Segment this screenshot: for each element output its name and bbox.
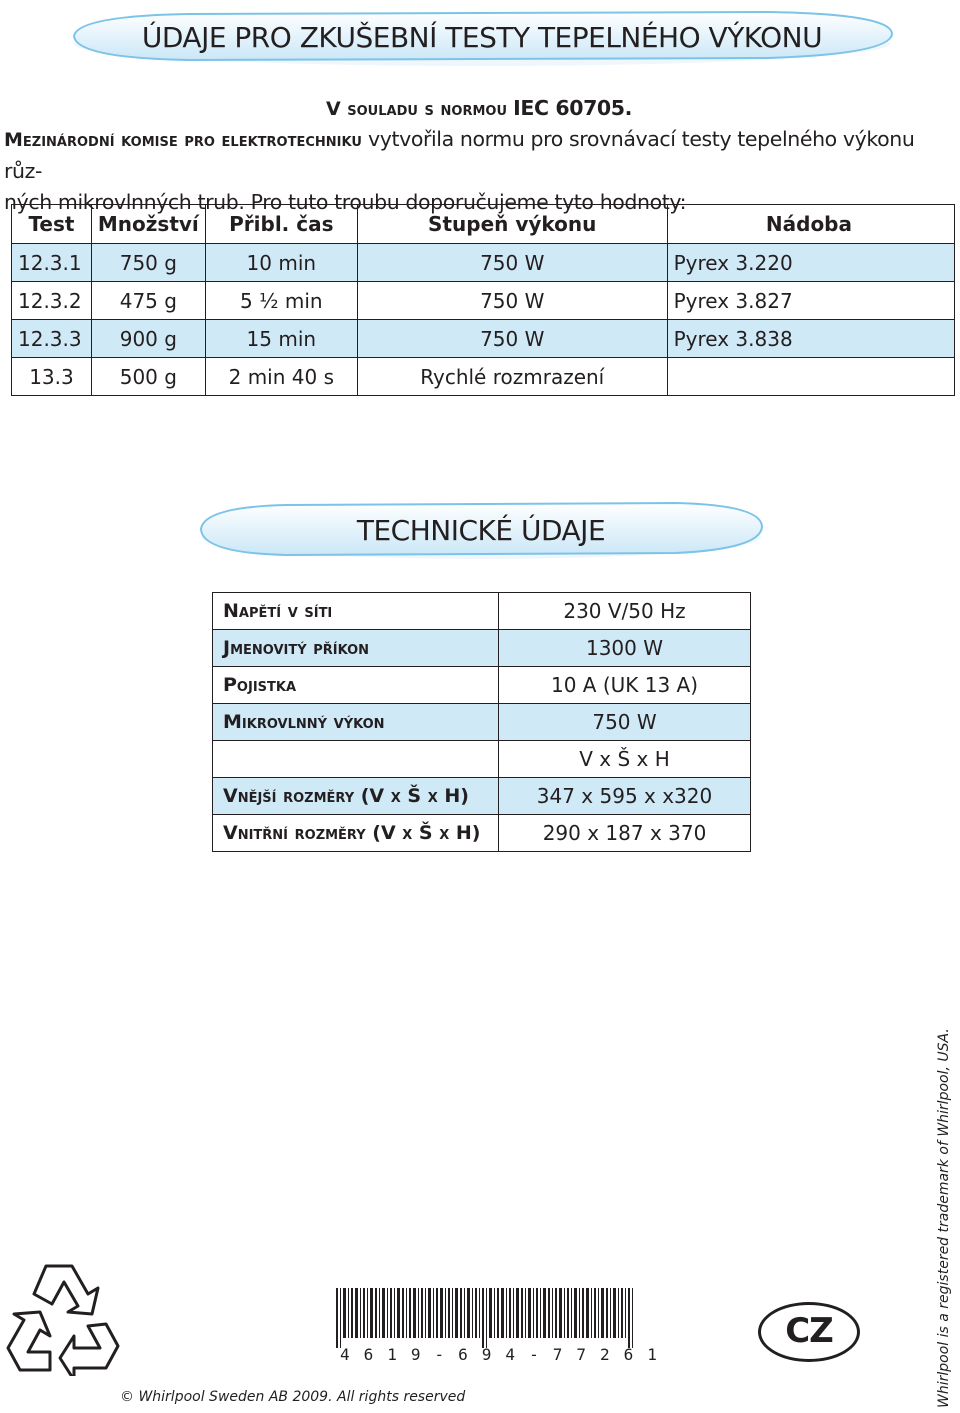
column-header-quantity: Množství	[91, 205, 205, 244]
spec-label: Jmenovitý příkon	[213, 630, 499, 667]
table-row	[213, 741, 751, 778]
cell-time: 5 ½ min	[205, 282, 357, 320]
cell-quantity: 900 g	[91, 320, 205, 358]
spec-value: V x Š x H	[499, 741, 751, 778]
table-row	[213, 630, 751, 667]
cell-power: 750 W	[357, 320, 667, 358]
intro-commission-name: Mezinárodní komise pro elektrotechniku	[4, 129, 362, 151]
table-row	[12, 282, 955, 320]
spec-value: 290 x 187 x 370	[499, 815, 751, 852]
technical-title: TECHNICKÉ ÚDAJE	[356, 514, 606, 547]
cell-quantity: 750 g	[91, 244, 205, 282]
table-row	[213, 667, 751, 704]
barcode-digits: 4619-694-77261	[340, 1345, 671, 1364]
technical-banner	[196, 499, 766, 563]
trademark-notice: Whirlpool is a registered trademark of Whirlpool, USA.	[936, 1028, 952, 1408]
cell-time: 15 min	[205, 320, 357, 358]
cell-time: 10 min	[205, 244, 357, 282]
cell-power: Rychlé rozmrazení	[357, 358, 667, 396]
column-header-vessel: Nádoba	[667, 205, 954, 244]
spec-label: Napětí v síti	[213, 593, 499, 630]
spec-label: Vnitřní rozměry (V x Š x H)	[213, 815, 499, 852]
standard-heading	[4, 93, 954, 125]
cell-power: 750 W	[357, 282, 667, 320]
test-table-header	[12, 205, 955, 244]
standard-heading-label: V souladu s normou	[325, 98, 507, 120]
title-banner	[68, 8, 896, 70]
cell-time: 2 min 40 s	[205, 358, 357, 396]
technical-table	[212, 592, 751, 852]
cell-quantity: 475 g	[91, 282, 205, 320]
spec-value: 750 W	[499, 704, 751, 741]
page-title: ÚDAJE PRO ZKUŠEBNÍ TESTY TEPELNÉHO VÝKONU	[141, 21, 823, 54]
column-header-time: Přibl. čas	[205, 205, 357, 244]
barcode-icon	[336, 1288, 634, 1348]
table-row	[213, 704, 751, 741]
cell-power: 750 W	[357, 244, 667, 282]
cell-vessel	[667, 358, 954, 396]
spec-label: Pojistka	[213, 667, 499, 704]
spec-value: 1300 W	[499, 630, 751, 667]
cell-test: 12.3.3	[12, 320, 92, 358]
table-row	[12, 320, 955, 358]
table-row	[213, 593, 751, 630]
spec-label: Mikrovlnný výkon	[213, 704, 499, 741]
test-table	[11, 204, 955, 396]
country-badge-label: CZ	[785, 1311, 833, 1351]
copyright-notice: © Whirlpool Sweden AB 2009. All rights reserved	[120, 1389, 466, 1405]
table-row	[213, 778, 751, 815]
standard-heading-code: IEC 60705.	[513, 96, 633, 120]
cell-vessel: Pyrex 3.838	[667, 320, 954, 358]
recycle-icon	[6, 1258, 120, 1376]
spec-label	[213, 741, 499, 778]
table-row	[12, 244, 955, 282]
table-row	[12, 358, 955, 396]
spec-label: Vnější rozměry (V x Š x H)	[213, 778, 499, 815]
table-row	[213, 815, 751, 852]
cell-quantity: 500 g	[91, 358, 205, 396]
intro-text-1: vytvořila normu pro srovnávací testy tepelného výkonu růz-	[4, 127, 915, 183]
cell-test: 12.3.2	[12, 282, 92, 320]
country-badge	[758, 1302, 860, 1362]
intro-text-2: ných mikrovlnných trub. Pro tuto troubu doporučujeme tyto hodnoty:	[4, 190, 687, 214]
cell-vessel: Pyrex 3.827	[667, 282, 954, 320]
cell-test: 12.3.1	[12, 244, 92, 282]
cell-test: 13.3	[12, 358, 92, 396]
cell-vessel: Pyrex 3.220	[667, 244, 954, 282]
spec-value: 347 x 595 x x320	[499, 778, 751, 815]
column-header-test: Test	[12, 205, 92, 244]
spec-value: 230 V/50 Hz	[499, 593, 751, 630]
spec-value: 10 A (UK 13 A)	[499, 667, 751, 704]
column-header-power: Stupeň výkonu	[357, 205, 667, 244]
